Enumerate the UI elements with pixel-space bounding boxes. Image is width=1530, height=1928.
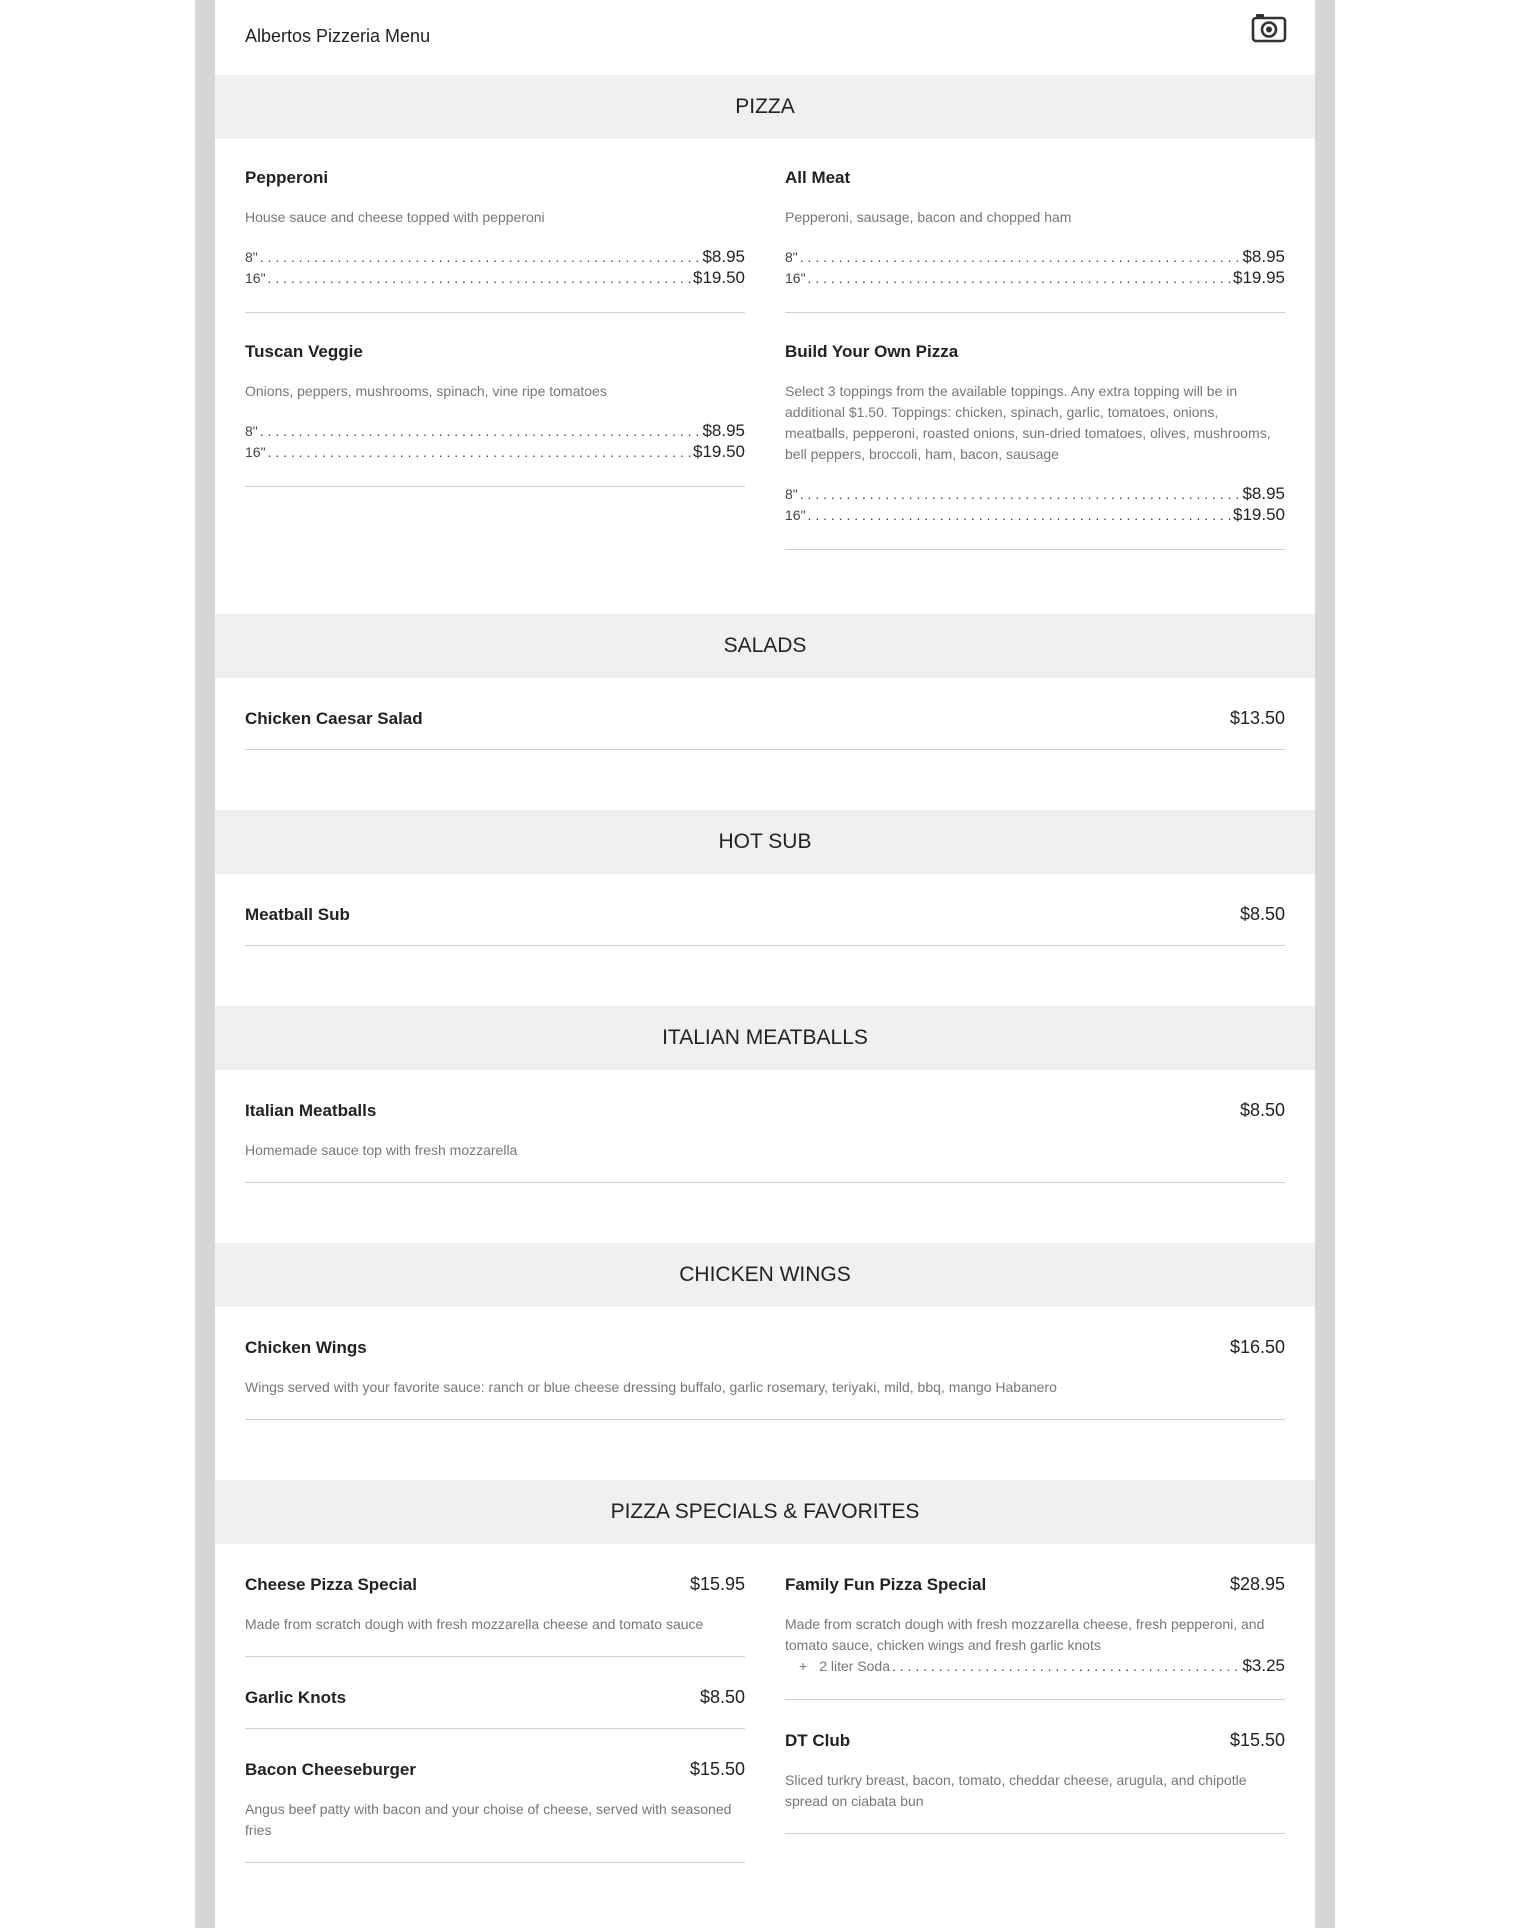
size-price: $8.95 (1242, 247, 1285, 266)
section-title: ITALIAN MEATBALLS (662, 1026, 868, 1049)
item-divider (245, 1728, 745, 1729)
menu-item-all-meat[interactable] (785, 168, 1285, 289)
section-header-hot-sub (215, 810, 1315, 874)
size-price: $8.95 (702, 247, 745, 266)
menu-item-chicken-wings[interactable] (245, 1337, 1285, 1398)
plus-icon: + (799, 1658, 808, 1674)
size-price-row (245, 442, 745, 463)
menu-page (215, 0, 1315, 1928)
section-header-pizza-specials (215, 1480, 1315, 1544)
size-label: 16" (245, 444, 266, 460)
item-price: $8.50 (1239, 904, 1285, 924)
addon-price: $3.25 (1242, 1656, 1285, 1675)
item-description: Homemade sauce top with fresh mozzarella (245, 1142, 518, 1158)
item-name: Meatball Sub (245, 905, 350, 924)
item-description: Select 3 toppings from the available toppings. Any extra topping will be in additional $1.50. Toppings: chicken, spinach, garlic, tomatoes, onions, meatballs, pepperoni, roasted onions, sun-dried tomatoes, olives, mushrooms, bell peppers, broccoli, ham, bacon, sausage (785, 383, 1271, 462)
size-price: $8.95 (702, 421, 745, 440)
item-price: $15.95 (689, 1574, 745, 1594)
dot-leader (806, 507, 1233, 523)
size-price-row (245, 247, 745, 268)
size-label: 16" (785, 507, 806, 523)
section-header-pizza (215, 75, 1315, 139)
item-description: Sliced turkry breast, bacon, tomato, cheddar cheese, arugula, and chipotle spread on ciabata bun (785, 1772, 1247, 1809)
menu-item-garlic-knots[interactable] (245, 1687, 745, 1708)
menu-item-bacon-cheeseburger[interactable] (245, 1759, 745, 1841)
item-description: Wings served with your favorite sauce: ranch or blue cheese dressing buffalo, garlic rosemary, teriyaki, mild, bbq, mango Habanero (245, 1379, 1057, 1395)
menu-item-meatball-sub[interactable] (245, 904, 1285, 925)
item-name: Build Your Own Pizza (785, 342, 959, 361)
item-name: Chicken Caesar Salad (245, 709, 423, 728)
item-name: Bacon Cheeseburger (245, 1760, 416, 1779)
size-price-row (245, 268, 745, 289)
item-name: Cheese Pizza Special (245, 1575, 417, 1594)
item-description: Angus beef patty with bacon and your choise of cheese, served with seasoned fries (245, 1801, 732, 1838)
dot-leader (806, 270, 1233, 286)
size-price-row (785, 268, 1285, 289)
menu-header (215, 0, 1315, 75)
item-divider (245, 312, 745, 313)
size-label: 8" (245, 249, 258, 265)
size-price: $19.95 (1233, 268, 1285, 287)
section-header-italian-meatballs (215, 1006, 1315, 1070)
menu-item-cheese-pizza-special[interactable] (245, 1574, 745, 1635)
item-divider (245, 749, 1285, 750)
item-divider (245, 1182, 1285, 1183)
menu-item-dt-club[interactable] (785, 1730, 1285, 1812)
item-name: All Meat (785, 168, 851, 187)
menu-item-pepperoni[interactable] (245, 168, 745, 289)
menu-item-family-fun-pizza-special[interactable] (785, 1574, 1285, 1677)
size-price: $19.50 (693, 442, 745, 461)
item-price: $13.50 (1229, 708, 1285, 728)
item-name: Chicken Wings (245, 1338, 367, 1357)
item-price: $8.50 (1239, 1100, 1285, 1120)
item-name: Italian Meatballs (245, 1101, 377, 1120)
item-divider (245, 1862, 745, 1863)
size-price: $8.95 (1242, 484, 1285, 503)
dot-leader (890, 1658, 1242, 1674)
item-divider (245, 1656, 745, 1657)
menu-item-tuscan-veggie[interactable] (245, 342, 745, 463)
item-divider (785, 1833, 1285, 1834)
item-description: Made from scratch dough with fresh mozzarella cheese, fresh pepperoni, and tomato sauce, chicken wings and fresh garlic knots (785, 1616, 1265, 1653)
addon-row (785, 1656, 1285, 1677)
item-divider (245, 1419, 1285, 1420)
dot-leader (258, 423, 703, 439)
menu-item-italian-meatballs[interactable] (245, 1100, 1285, 1161)
item-description: Made from scratch dough with fresh mozzarella cheese and tomato sauce (245, 1616, 704, 1632)
addon-name: 2 liter Soda (819, 1658, 891, 1674)
item-price: $28.95 (1229, 1574, 1285, 1594)
item-name: Family Fun Pizza Special (785, 1575, 987, 1594)
dot-leader (798, 486, 1243, 502)
item-name: Tuscan Veggie (245, 342, 363, 361)
item-divider (785, 312, 1285, 313)
menu-title: Albertos Pizzeria Menu (245, 26, 431, 46)
item-price: $8.50 (699, 1687, 745, 1707)
item-description: House sauce and cheese topped with pepperoni (245, 209, 545, 225)
item-description: Onions, peppers, mushrooms, spinach, vine ripe tomatoes (245, 383, 607, 399)
item-divider (785, 549, 1285, 550)
item-price: $16.50 (1229, 1337, 1285, 1357)
menu-item-build-your-own-pizza[interactable] (785, 342, 1285, 526)
item-price: $15.50 (1229, 1730, 1285, 1750)
item-name: DT Club (785, 1731, 851, 1750)
section-header-chicken-wings (215, 1243, 1315, 1307)
dot-leader (266, 444, 693, 460)
section-header-salads (215, 614, 1315, 678)
section-title: HOT SUB (718, 830, 812, 853)
item-divider (245, 945, 1285, 946)
size-price-row (785, 247, 1285, 268)
item-description: Pepperoni, sausage, bacon and chopped ham (785, 209, 1072, 225)
item-divider (245, 486, 745, 487)
camera-icon[interactable] (1251, 12, 1287, 44)
dot-leader (266, 270, 693, 286)
section-title: CHICKEN WINGS (679, 1263, 851, 1286)
section-title: SALADS (723, 634, 807, 657)
size-label: 16" (245, 270, 266, 286)
item-price: $15.50 (689, 1759, 745, 1779)
section-title: PIZZA SPECIALS & FAVORITES (610, 1500, 920, 1523)
menu-item-chicken-caesar-salad[interactable] (245, 708, 1285, 729)
size-label: 8" (785, 249, 798, 265)
dot-leader (258, 249, 703, 265)
item-name: Pepperoni (245, 168, 329, 187)
item-divider (785, 1699, 1285, 1700)
size-price: $19.50 (1233, 505, 1285, 524)
size-price-row (785, 505, 1285, 526)
size-price: $19.50 (693, 268, 745, 287)
size-label: 8" (245, 423, 258, 439)
size-price-row (245, 421, 745, 442)
size-price-row (785, 484, 1285, 505)
item-name: Garlic Knots (245, 1688, 347, 1707)
section-title: PIZZA (735, 95, 795, 118)
size-label: 8" (785, 486, 798, 502)
size-label: 16" (785, 270, 806, 286)
dot-leader (798, 249, 1243, 265)
